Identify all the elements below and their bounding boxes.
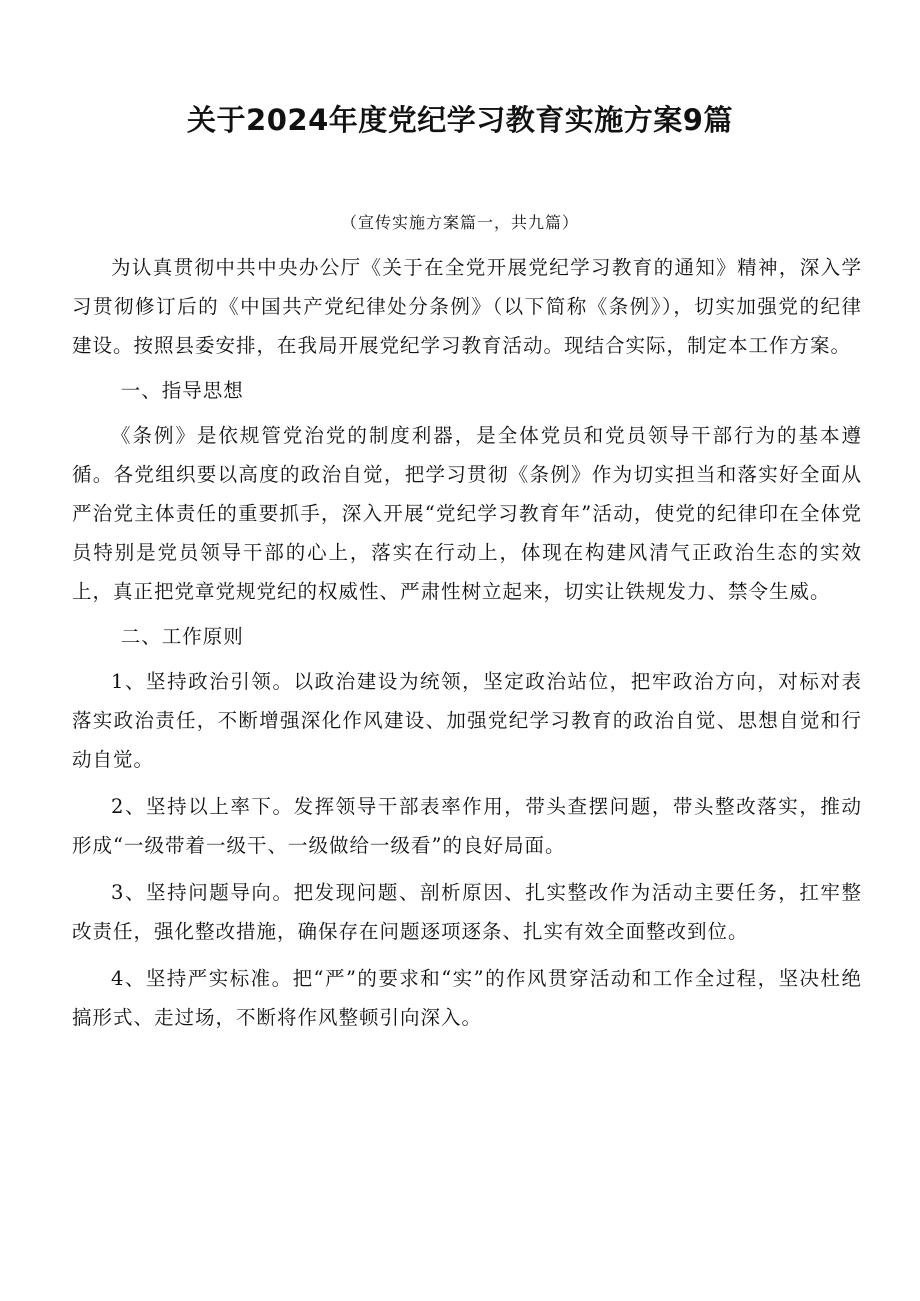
section-heading-guiding-thought: 一、指导思想	[120, 379, 244, 402]
principle-item-3: 3、坚持问题导向。把发现问题、剖析原因、扎实整改作为活动主要任务，扛牢整改责任，强化整改措施，确保存在问题逐项逐条、扎实有效全面整改到位。	[72, 881, 862, 943]
guiding-thought-paragraph: 《条例》是依规管党治党的制度利器，是全体党员和党员领导干部行为的基本遵循。各党组织要以高度的政治自觉，把学习贯彻《条例》作为切实担当和落实好全面从严治党主体责任的重要抓手，深入开展“党纪学习教育年”活动，使党的纪律印在全体党员特别是党员领导干部的心上，落实在行动上，体现在构建风清气正政治生态的实效上，真正把党章党规党纪的权威性、严肃性树立起来，切实让铁规发力、禁令生威。	[72, 424, 862, 603]
principle-item-4: 4、坚持严实标准。把“严”的要求和“实”的作风贯穿活动和工作全过程，坚决杜绝搞形式、走过场，不断将作风整顿引向深入。	[72, 967, 862, 1029]
document-title: 关于2024年度党纪学习教育实施方案9篇	[187, 103, 733, 137]
intro-paragraph: 为认真贯彻中共中央办公厅《关于在全党开展党纪学习教育的通知》精神，深入学习贯彻修订后的《中国共产党纪律处分条例》（以下简称《条例》），切实加强党的纪律建设。按照县委安排，在我局开展党纪学习教育活动。现结合实际，制定本工作方案。	[72, 256, 862, 357]
document-subtitle: （宣传实施方案篇一，共九篇）	[340, 213, 579, 232]
document-body	[72, 248, 862, 1045]
principle-item-2: 2、坚持以上率下。发挥领导干部表率作用，带头查摆问题，带头整改落实，推动形成“一级带着一级干、一级做给一级看”的良好局面。	[72, 795, 862, 857]
principle-item-1: 1、坚持政治引领。以政治建设为统领，坚定政治站位，把牢政治方向，对标对表落实政治责任，不断增强深化作风建设、加强党纪学习教育的政治自觉、思想自觉和行动自觉。	[72, 670, 862, 771]
section-heading-work-principles: 二、工作原则	[120, 625, 244, 648]
